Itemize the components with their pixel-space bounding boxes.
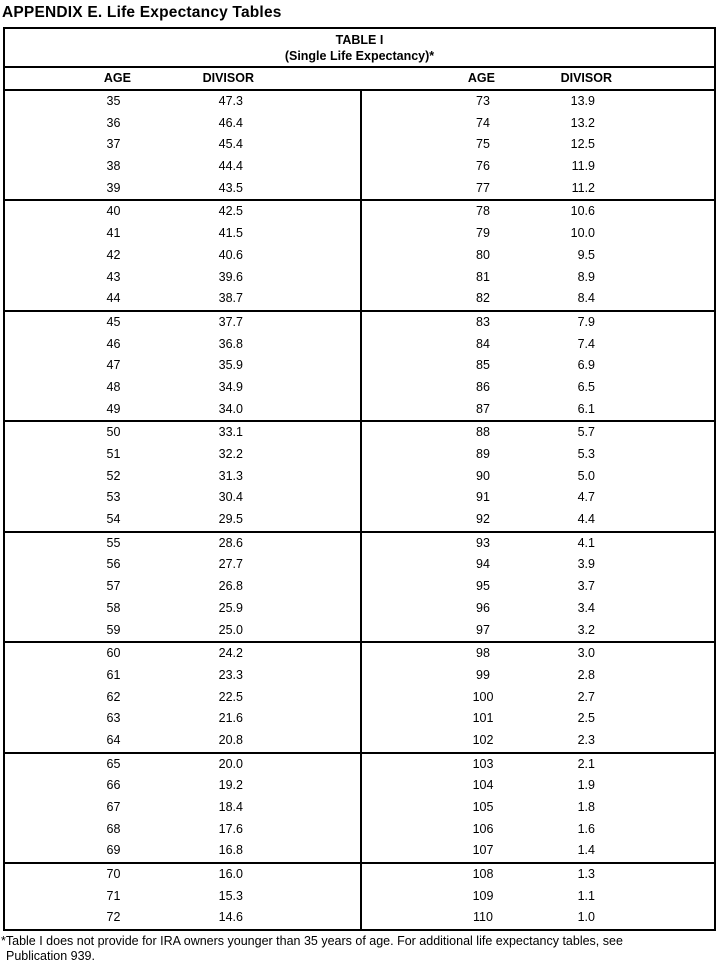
table-row [5,907,360,929]
divisor-cell: 3.0 [577,646,595,661]
divisor-cell: 4.1 [577,535,595,550]
age-cell: 76 [476,159,490,174]
divisor-cell: 7.4 [577,336,595,351]
divisor-cell: 34.0 [218,401,243,416]
divisor-cell: 1.3 [577,867,595,882]
age-cell: 90 [476,468,490,483]
age-cell: 52 [106,468,121,483]
age-cell: 48 [106,379,121,394]
table-half-right [362,643,714,751]
age-cell: 49 [106,401,121,416]
footnote [1,934,725,963]
age-cell: 93 [476,535,490,550]
table-row [362,444,714,466]
table-row [362,355,714,377]
age-cell: 41 [106,226,121,241]
table-band [5,310,714,420]
column-header-divisor-right: DIVISOR [560,71,612,85]
age-cell: 91 [476,490,490,505]
divisor-cell: 20.8 [218,732,243,747]
age-cell: 58 [106,600,121,615]
age-cell: 59 [106,622,121,637]
divisor-cell: 31.3 [218,468,243,483]
table-row [5,643,360,665]
divisor-cell: 45.4 [218,137,243,152]
divisor-cell: 39.6 [218,269,243,284]
divisor-cell: 1.1 [577,888,595,903]
age-cell: 108 [472,867,494,882]
divisor-cell: 24.2 [218,646,243,661]
divisor-cell: 8.9 [577,269,595,284]
table-half-right [362,91,714,199]
age-cell: 54 [106,512,121,527]
table-row [5,91,360,113]
age-cell: 74 [476,115,490,130]
table-row [362,201,714,223]
age-cell: 97 [476,622,490,637]
table-row [362,598,714,620]
divisor-cell: 4.4 [577,512,595,527]
table-half-right [362,864,714,929]
age-cell: 98 [476,646,490,661]
divisor-cell: 44.4 [218,159,243,174]
table-row [362,840,714,862]
divisor-cell: 26.8 [218,579,243,594]
table-row [5,134,360,156]
age-cell: 88 [476,425,490,440]
table-half-left [5,201,362,309]
table-row [5,576,360,598]
table-row [362,907,714,929]
divisor-cell: 35.9 [218,358,243,373]
table-row [362,399,714,421]
divisor-cell: 1.0 [577,910,595,925]
table-row [5,377,360,399]
divisor-cell: 1.9 [577,778,595,793]
age-cell: 46 [106,336,121,351]
column-header-row [5,66,714,91]
document-page [0,3,725,963]
divisor-cell: 2.3 [577,732,595,747]
divisor-cell: 3.7 [577,579,595,594]
age-cell: 73 [476,94,490,108]
divisor-cell: 17.6 [218,821,243,836]
divisor-cell: 46.4 [218,115,243,130]
divisor-cell: 7.9 [577,314,595,329]
table-row [5,708,360,730]
divisor-cell: 1.4 [577,843,595,858]
age-cell: 104 [472,778,494,793]
age-cell: 94 [476,557,490,572]
life-expectancy-table [3,27,716,931]
column-header-divisor-left: DIVISOR [202,71,254,85]
table-row [362,178,714,200]
divisor-cell: 6.1 [577,401,595,416]
table-row [362,134,714,156]
table-row [362,797,714,819]
table-row [362,223,714,245]
table-band [5,420,714,530]
age-cell: 84 [476,336,490,351]
divisor-cell: 2.1 [577,756,595,771]
divisor-cell: 2.8 [577,667,595,682]
table-row [5,399,360,421]
divisor-cell: 18.4 [218,800,243,814]
divisor-cell: 23.3 [218,667,243,682]
table-row [5,334,360,356]
table-band [5,531,714,641]
page-title: APPENDIX E. Life Expectancy Tables [2,4,282,21]
column-header-age-left: AGE [103,71,131,85]
divisor-cell: 29.5 [218,512,243,527]
divisor-cell: 3.2 [577,622,595,637]
table-row [5,487,360,509]
divisor-cell: 13.9 [570,94,595,108]
divisor-cell: 2.7 [577,689,595,704]
divisor-cell: 37.7 [218,314,243,329]
age-cell: 36 [106,115,121,130]
table-row [5,754,360,776]
age-cell: 86 [476,379,490,394]
age-cell: 101 [472,711,494,726]
divisor-cell: 32.2 [218,447,243,461]
age-cell: 72 [106,910,121,925]
table-row [5,598,360,620]
divisor-cell: 12.5 [570,137,595,152]
divisor-cell: 47.3 [218,94,243,108]
table-body [5,91,714,929]
table-row [5,267,360,289]
age-cell: 85 [476,358,490,373]
table-subtitle: (Single Life Expectancy)* [284,49,435,63]
table-half-left [5,754,362,862]
table-half-right [362,201,714,309]
divisor-cell: 5.7 [577,425,595,440]
age-cell: 55 [106,535,121,550]
table-row [362,864,714,886]
age-cell: 51 [106,447,121,461]
table-row [362,156,714,178]
divisor-cell: 11.2 [571,180,595,195]
divisor-cell: 6.9 [577,358,595,373]
table-row [5,223,360,245]
divisor-cell: 10.0 [570,226,595,241]
divisor-cell: 40.6 [218,247,243,262]
table-row [362,775,714,797]
table-row [5,775,360,797]
age-cell: 42 [106,247,121,262]
table-header [5,29,714,66]
divisor-cell: 15.3 [218,888,243,903]
table-row [5,422,360,444]
age-cell: 35 [106,94,121,108]
table-row [362,687,714,709]
divisor-cell: 25.9 [218,600,243,615]
table-half-left [5,864,362,929]
divisor-cell: 41.5 [218,226,243,241]
age-cell: 99 [476,667,490,682]
divisor-cell: 22.5 [218,689,243,704]
age-cell: 66 [106,778,121,793]
divisor-cell: 13.2 [570,115,595,130]
table-half-left [5,422,362,530]
age-cell: 37 [106,137,121,152]
divisor-cell: 8.4 [577,291,595,306]
table-row [362,312,714,334]
divisor-cell: 30.4 [218,490,243,505]
age-cell: 43 [106,269,121,284]
age-cell: 40 [106,204,121,219]
divisor-cell: 16.8 [218,843,243,858]
age-cell: 102 [472,732,494,747]
table-row [362,466,714,488]
table-row [5,288,360,310]
divisor-cell: 20.0 [218,756,243,771]
table-row [5,687,360,709]
table-row [362,91,714,113]
table-half-right [362,754,714,862]
age-cell: 45 [106,314,121,329]
divisor-cell: 5.0 [577,468,595,483]
age-cell: 105 [472,800,494,814]
divisor-cell: 4.7 [577,490,595,505]
table-row [362,113,714,135]
divisor-cell: 1.8 [577,800,595,814]
footnote-line2: Publication 939. [6,948,95,963]
age-cell: 82 [476,291,490,306]
table-band [5,199,714,309]
divisor-cell: 36.8 [218,336,243,351]
divisor-cell: 2.5 [577,711,595,726]
age-cell: 65 [106,756,121,771]
age-cell: 56 [106,557,121,572]
divisor-cell: 16.0 [218,867,243,882]
table-row [5,620,360,642]
table-row [5,156,360,178]
table-row [5,554,360,576]
age-cell: 100 [472,689,494,704]
age-cell: 110 [473,910,493,925]
age-cell: 92 [476,512,490,527]
table-row [362,533,714,555]
divisor-cell: 21.6 [218,711,243,726]
table-row [5,730,360,752]
table-row [362,377,714,399]
age-cell: 89 [476,447,490,461]
age-cell: 95 [476,579,490,594]
age-cell: 50 [106,425,121,440]
divisor-cell: 6.5 [577,379,595,394]
table-row [362,886,714,908]
table-band [5,641,714,751]
table-row [362,665,714,687]
table-row [362,509,714,531]
age-cell: 78 [476,204,490,219]
age-cell: 107 [472,843,494,858]
table-half-right [362,312,714,420]
divisor-cell: 11.9 [571,159,595,174]
table-row [5,886,360,908]
age-cell: 64 [106,732,121,747]
table-row [5,509,360,531]
age-cell: 79 [476,226,490,241]
table-half-left [5,312,362,420]
age-cell: 103 [472,756,494,771]
table-row [362,334,714,356]
age-cell: 70 [106,867,121,882]
table-half-left [5,643,362,751]
age-cell: 81 [476,269,490,284]
age-cell: 68 [106,821,121,836]
table-row [362,576,714,598]
divisor-cell: 25.0 [218,622,243,637]
age-cell: 47 [106,358,121,373]
divisor-cell: 5.3 [577,447,595,461]
divisor-cell: 19.2 [218,778,243,793]
table-row [362,620,714,642]
table-row [5,797,360,819]
footnote-line1: *Table I does not provide for IRA owners younger than 35 years of age. For additional life expectancy tables, see [1,934,623,949]
age-cell: 38 [106,159,121,174]
divisor-cell: 33.1 [218,425,243,440]
divisor-cell: 3.4 [577,600,595,615]
table-row [5,312,360,334]
column-header-age-right: AGE [467,71,495,85]
age-cell: 109 [472,888,494,903]
divisor-cell: 28.6 [218,535,243,550]
table-half-right [362,422,714,530]
table-row [5,840,360,862]
table-row [5,201,360,223]
divisor-cell: 42.5 [218,204,243,219]
table-row [5,864,360,886]
divisor-cell: 9.5 [577,247,595,262]
age-cell: 96 [476,600,490,615]
age-cell: 71 [106,888,121,903]
age-cell: 44 [106,291,121,306]
table-row [362,288,714,310]
table-row [362,754,714,776]
table-row [5,245,360,267]
divisor-cell: 34.9 [218,379,243,394]
table-row [5,665,360,687]
age-cell: 63 [106,711,121,726]
age-cell: 83 [476,314,490,329]
table-half-left [5,91,362,199]
table-row [362,487,714,509]
table-row [5,178,360,200]
table-row [362,708,714,730]
age-cell: 67 [106,800,121,814]
table-row [362,422,714,444]
table-row [362,643,714,665]
table-row [5,819,360,841]
age-cell: 53 [106,490,121,505]
table-row [362,819,714,841]
age-cell: 61 [106,667,121,682]
table-row [5,444,360,466]
table-band [5,862,714,929]
divisor-cell: 1.6 [577,821,595,836]
age-cell: 75 [476,137,490,152]
divisor-cell: 27.7 [218,557,243,572]
age-cell: 106 [472,821,494,836]
table-row [362,730,714,752]
table-title: TABLE I [335,33,384,47]
age-cell: 57 [106,579,121,594]
table-row [362,554,714,576]
table-band [5,91,714,199]
table-row [5,113,360,135]
divisor-cell: 43.5 [218,180,243,195]
table-band [5,752,714,862]
divisor-cell: 3.9 [577,557,595,572]
table-half-left [5,533,362,641]
age-cell: 87 [476,401,490,416]
age-cell: 62 [106,689,121,704]
divisor-cell: 14.6 [218,910,243,925]
table-row [5,355,360,377]
table-row [362,245,714,267]
divisor-cell: 10.6 [570,204,595,219]
age-cell: 80 [476,247,490,262]
age-cell: 69 [106,843,121,858]
table-half-right [362,533,714,641]
age-cell: 77 [476,180,490,195]
table-row [5,466,360,488]
age-cell: 39 [106,180,121,195]
table-row [362,267,714,289]
divisor-cell: 38.7 [218,291,243,306]
age-cell: 60 [106,646,121,661]
table-row [5,533,360,555]
